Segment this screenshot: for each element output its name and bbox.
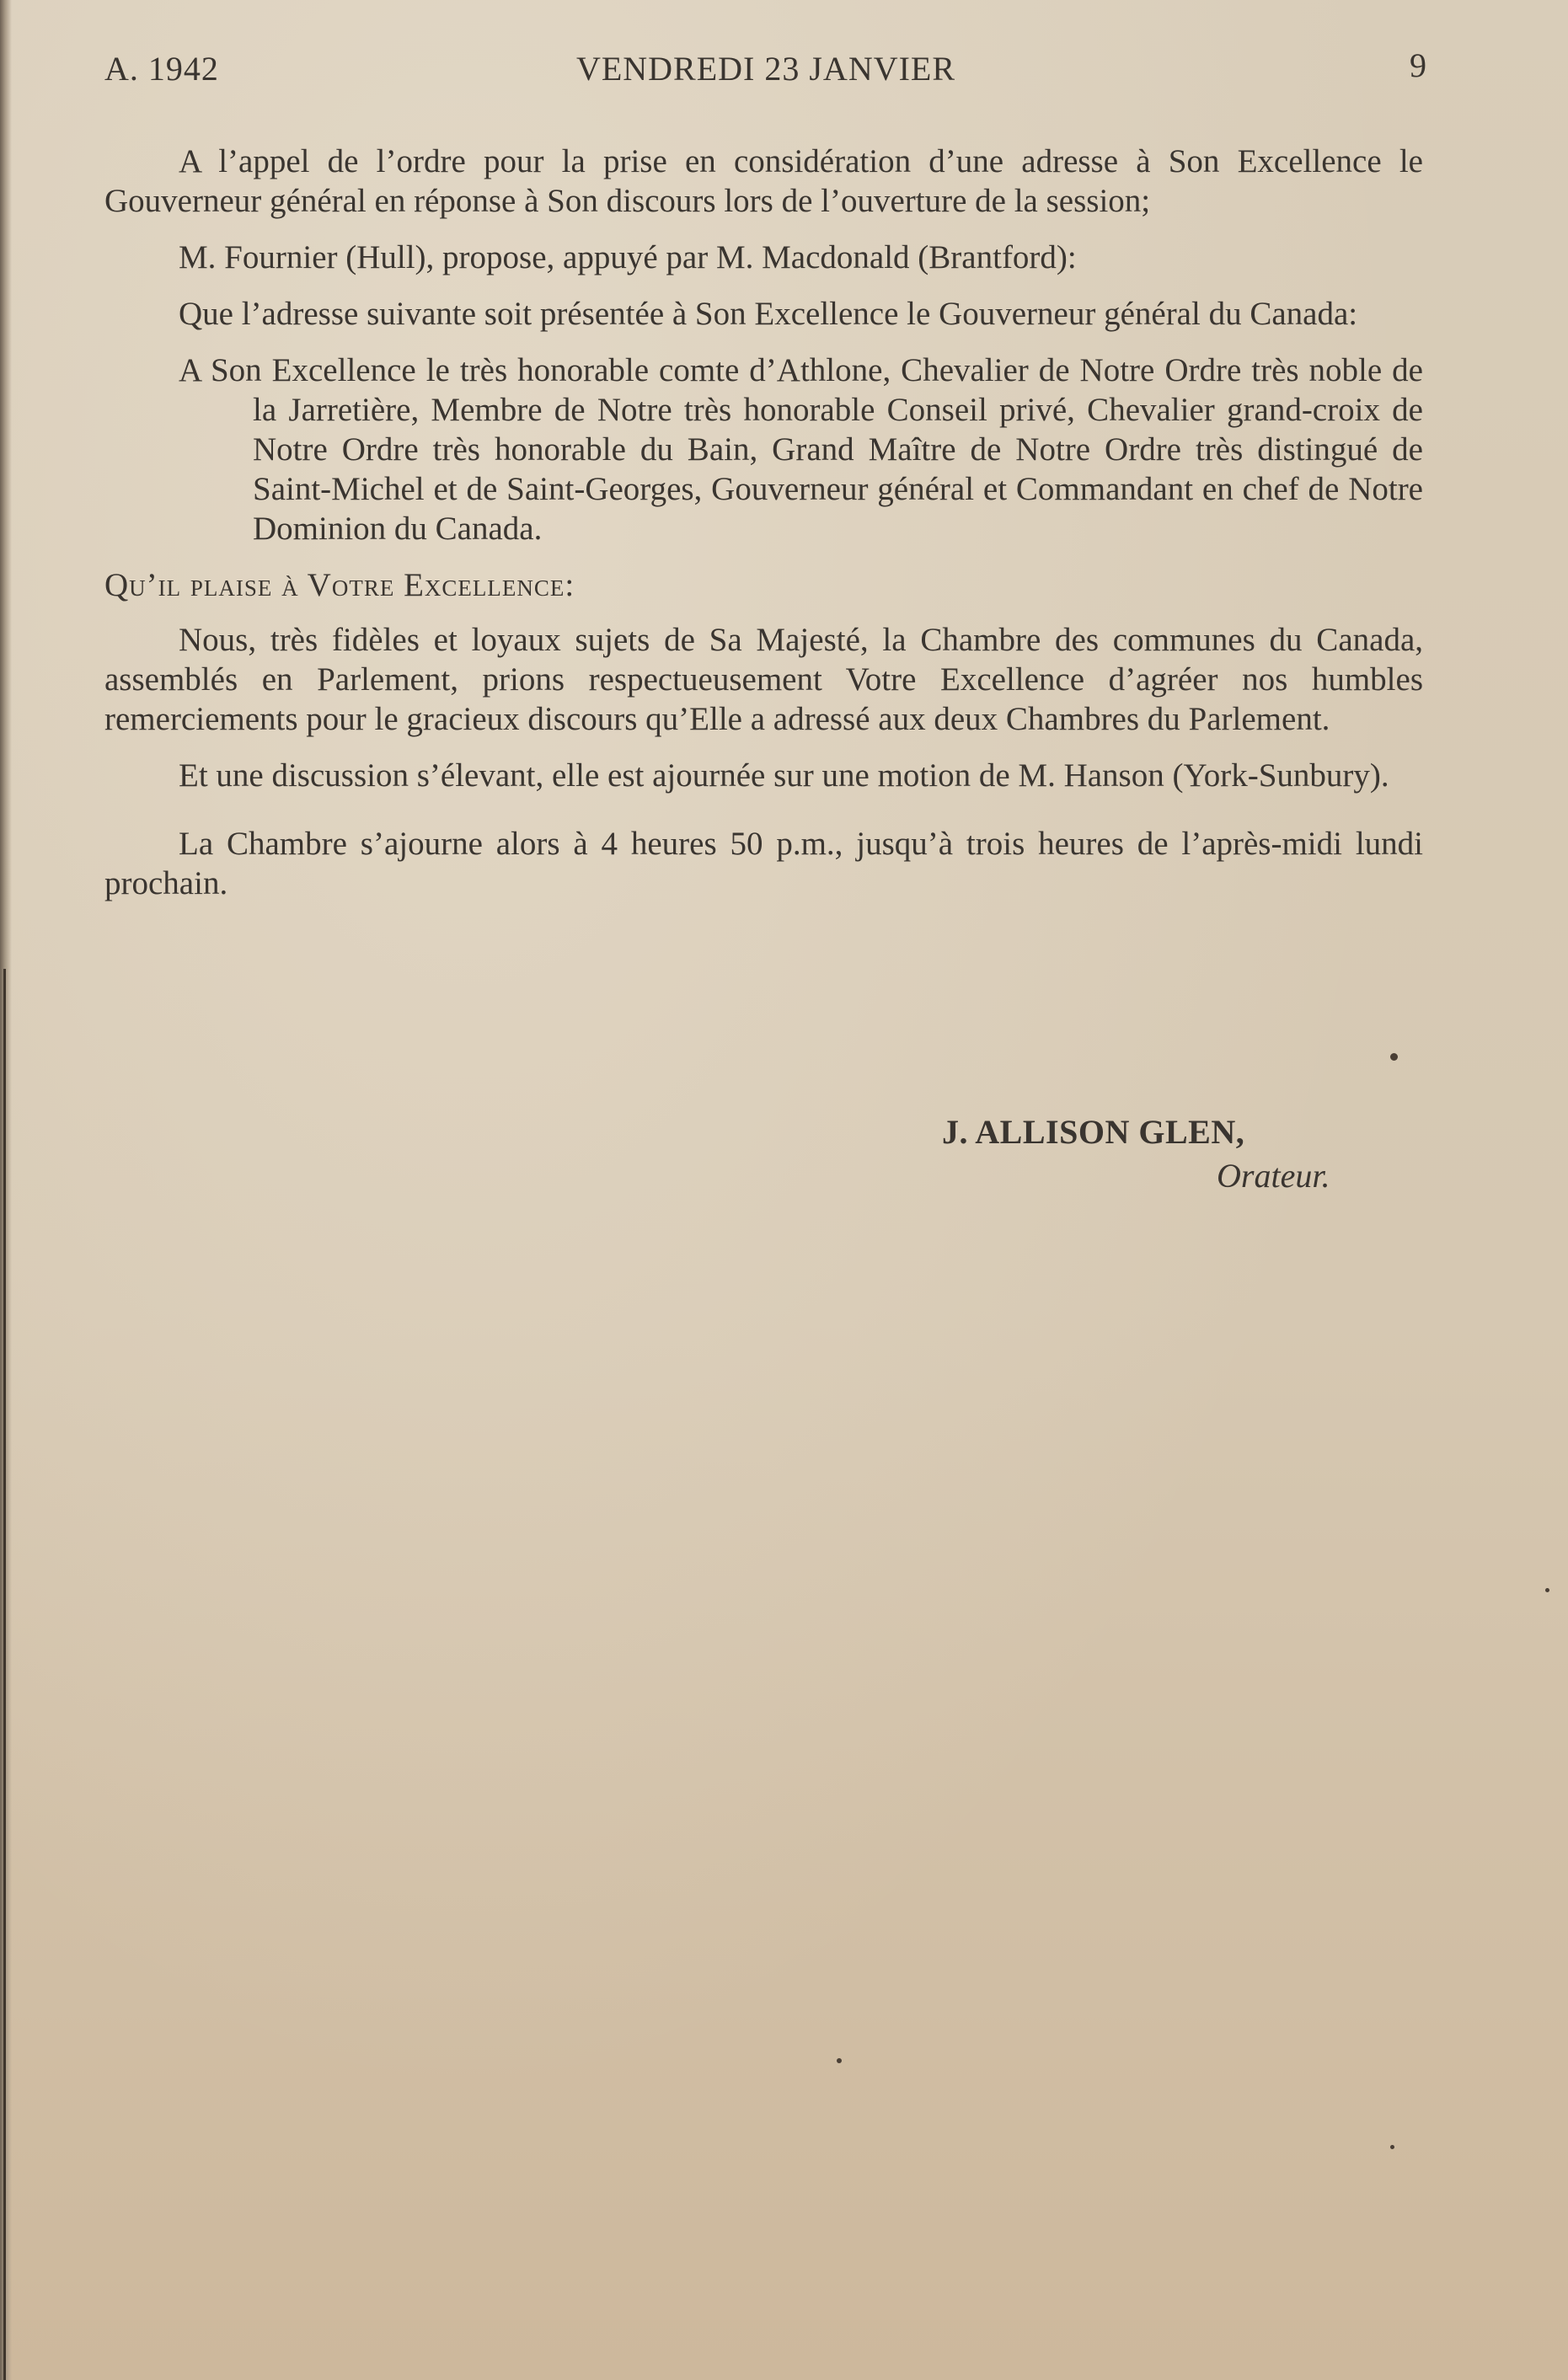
- paragraph-adjourned-debate: Et une discussion s’élevant, elle est ajournée sur une motion de M. Hanson (York-Sunbury).: [179, 757, 1389, 794]
- paper-speck: [1390, 1053, 1398, 1061]
- header-date: VENDREDI 23 JANVIER: [575, 50, 956, 88]
- paragraph-house-adjourns: La Chambre s’ajourne alors à 4 heures 50 p.m., jusqu’à trois heures de l’après-midi lundi prochain.: [104, 826, 1423, 901]
- paper-speck: [1545, 1588, 1549, 1592]
- signature-block: [868, 1110, 1373, 1198]
- paragraph-motion: M. Fournier (Hull), propose, appuyé par M. Macdonald (Brantford):: [179, 239, 1077, 275]
- paragraph-thanks: Nous, très fidèles et loyaux sujets de Sa Majesté, la Chambre des communes du Canada, assemblés en Parlement, prions respectueusement Votre Excellence d’agréer nos humbles remerciements pour le gracieux discours qu’Elle a adressé aux deux Chambres du Parlement.: [104, 622, 1423, 737]
- speaker-name: J. ALLISON GLEN,: [942, 1113, 1245, 1151]
- speaker-title: Orateur.: [1217, 1157, 1330, 1195]
- paper-speck: [837, 2058, 842, 2063]
- document-body: [104, 142, 1423, 920]
- header-year: A. 1942: [104, 50, 219, 88]
- binding-line: [3, 969, 6, 2380]
- paper-speck: [1390, 2145, 1394, 2149]
- address-heading: Qu’il plaise à Votre Excellence:: [104, 567, 575, 603]
- page-number: 9: [1410, 46, 1427, 84]
- address-block: A Son Excellence le très honorable comte d’Athlone, Chevalier de Notre Ordre très noble de la Jarretière, Membre de Notre très honorable Conseil privé, Chevalier grand-croix de Notre Ordre très honorable du Bain, Grand Maître de Notre Ordre très distingué de Saint-Michel et de Saint-Georges, Gouverneur général et Commandant en chef de Notre Dominion du Canada.: [179, 352, 1423, 547]
- paragraph-address-intro: Que l’adresse suivante soit présentée à Son Excellence le Gouverneur général du Canada:: [179, 296, 1358, 332]
- binding-edge: [0, 0, 12, 2380]
- paragraph-order-of-day: A l’appel de l’ordre pour la prise en considération d’une adresse à Son Excellence le Gouverneur général en réponse à Son discours lors de l’ouverture de la session;: [104, 143, 1423, 219]
- page-header: [104, 46, 1427, 99]
